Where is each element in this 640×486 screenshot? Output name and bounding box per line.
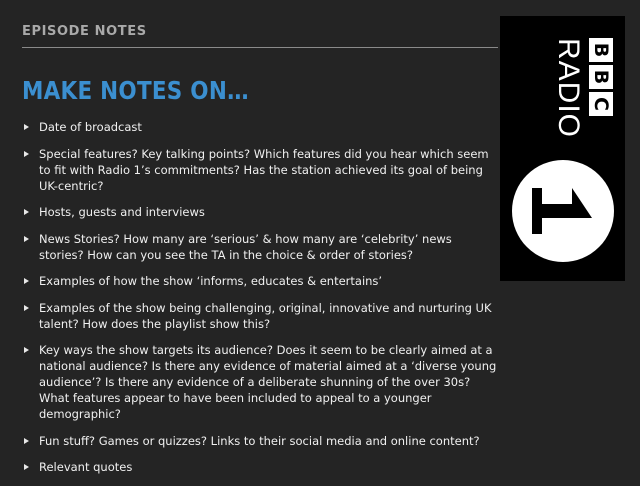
bbc-block-b1: B [589, 38, 613, 62]
bullet-arrow-icon [24, 236, 29, 242]
header-divider [22, 47, 498, 48]
list-item [24, 119, 500, 135]
bullet-arrow-icon [24, 464, 29, 470]
bullet-arrow-icon [24, 347, 29, 353]
bullet-arrow-icon [24, 305, 29, 311]
list-item [24, 459, 500, 475]
list-item-text: Special features? Key talking points? Which features did you hear which seem to fit with Radio 1’s commitments? Has the station achieved its goal of being UK-centric? [39, 146, 489, 193]
bbc-block-c: C [589, 92, 613, 116]
bbc-block-b2: B [589, 65, 613, 89]
list-item-text: Key ways the show targets its audience? Does it seem to be clearly aimed at a national audience? Is there any evidence of material aimed at a ‘diverse young audience’? Is there any evidence of a deliberate shunning of the over 30s? What features appear to have been included to appeal to a younger demographic? [39, 343, 497, 421]
list-item [24, 146, 500, 194]
header-label: EPISODE NOTES [22, 24, 147, 39]
list-item [24, 273, 500, 289]
list-item-text: Examples of the show being challenging, original, innovative and nurturing UK talent? How does the playlist show this? [39, 300, 492, 331]
numeral-one-icon [512, 160, 614, 262]
list-item-text: Fun stuff? Games or quizzes? Links to their social media and online content? [39, 433, 480, 448]
list-item-text: Hosts, guests and interviews [39, 205, 205, 219]
bullet-arrow-icon [24, 124, 29, 130]
list-item-text: Date of broadcast [39, 120, 142, 134]
bbc-blocks [589, 38, 613, 116]
list-item [24, 204, 500, 220]
list-item [24, 300, 500, 332]
list-item [24, 231, 500, 263]
bullet-arrow-icon [24, 278, 29, 284]
bullet-arrow-icon [24, 151, 29, 157]
notes-list [24, 119, 500, 486]
logo-content [500, 16, 625, 281]
page-title: MAKE NOTES ON… [22, 76, 249, 105]
list-item-text: News Stories? How many are ‘serious’ & how many are ‘celebrity’ news stories? How can you see the TA in the choice & order of stories? [39, 231, 452, 262]
list-item [24, 342, 500, 422]
radio-1-logo-icon [512, 160, 614, 262]
list-item-text: Relevant quotes [39, 460, 133, 474]
bullet-arrow-icon [24, 438, 29, 444]
list-item [24, 433, 500, 449]
list-item-text: Examples of how the show ‘informs, educates & entertains’ [39, 274, 383, 288]
bbc-radio-1-logo [500, 16, 625, 281]
radio-wordmark: RADIO [552, 38, 585, 139]
bullet-arrow-icon [24, 209, 29, 215]
